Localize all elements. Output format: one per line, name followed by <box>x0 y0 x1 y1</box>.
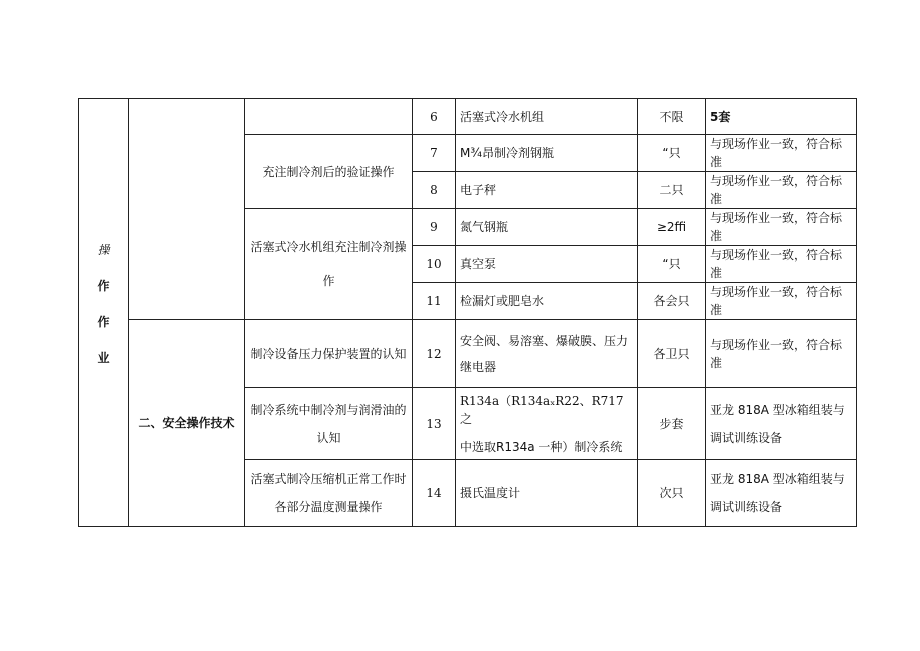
row-number: 6 <box>413 99 456 135</box>
quantity: “只 <box>638 246 706 283</box>
equipment-line: 安全阀、易溶塞、爆破膜、压力 <box>460 333 629 348</box>
row-number: 9 <box>413 209 456 246</box>
category-cell <box>79 99 129 527</box>
remark-line: 调试训练设备 <box>710 500 783 514</box>
equipment-name: 活塞式冷水机组 <box>456 99 638 135</box>
module-cell-1 <box>129 99 245 320</box>
category-char: 作 <box>97 314 110 329</box>
remark <box>706 388 857 460</box>
equipment-line: 中选取R134a 一种）制冷系统 <box>460 439 623 454</box>
task-line: 制冷系统中制冷剂与润滑油的 <box>250 402 407 417</box>
equipment-name <box>456 388 638 460</box>
task-cell: 制冷设备压力保护装置的认知 <box>245 320 413 388</box>
category-char: 作 <box>97 278 110 293</box>
remark: 5套 <box>706 99 857 135</box>
task-cell <box>245 388 413 460</box>
remark: 与现场作业一致，符合标准 <box>706 320 857 388</box>
task-cell: 充注制冷剂后的验证操作 <box>245 135 413 209</box>
remark: 与现场作业一致，符合标准 <box>706 246 857 283</box>
quantity: 各会只 <box>638 283 706 320</box>
category-char: 操 <box>97 242 110 257</box>
remark-line: 调试训练设备 <box>710 430 783 445</box>
equipment-table <box>78 98 857 527</box>
row-number: 10 <box>413 246 456 283</box>
row-number: 7 <box>413 135 456 172</box>
equipment-line: R134a（R134aₓR22、R717 之 <box>460 393 624 426</box>
quantity: 次只 <box>638 460 706 527</box>
remark <box>706 460 857 527</box>
task-cell <box>245 209 413 320</box>
row-number: 11 <box>413 283 456 320</box>
task-line: 活塞式冷水机组充注制冷剂操 <box>250 240 407 254</box>
task-cell <box>245 460 413 527</box>
row-number: 12 <box>413 320 456 388</box>
equipment-name: 电子秤 <box>456 172 638 209</box>
task-line: 活塞式制冷压缩机正常工作时 <box>250 472 407 486</box>
table-row <box>79 99 857 135</box>
remark: 与现场作业一致，符合标准 <box>706 283 857 320</box>
equipment-name: 检漏灯或肥皂水 <box>456 283 638 320</box>
task-line: 作 <box>322 274 335 288</box>
remark-line: 亚龙 818A 型冰箱组装与 <box>710 402 845 417</box>
task-line: 各部分温度测量操作 <box>274 500 383 514</box>
module-cell-2: 二、安全操作技术 <box>129 320 245 527</box>
quantity: 各卫只 <box>638 320 706 388</box>
quantity: 二只 <box>638 172 706 209</box>
row-number: 14 <box>413 460 456 527</box>
quantity: 不限 <box>638 99 706 135</box>
remark: 与现场作业一致，符合标准 <box>706 209 857 246</box>
table-row <box>79 320 857 388</box>
equipment-line: 继电器 <box>460 359 497 374</box>
remark-line: 亚龙 818A 型冰箱组装与 <box>710 472 845 486</box>
row-number: 8 <box>413 172 456 209</box>
category-char: 业 <box>97 350 110 365</box>
quantity: 步套 <box>638 388 706 460</box>
equipment-name: 摄氏温度计 <box>456 460 638 527</box>
row-number: 13 <box>413 388 456 460</box>
equipment-name: 氮气钢瓶 <box>456 209 638 246</box>
quantity: ≥2ffi <box>638 209 706 246</box>
equipment-name <box>456 320 638 388</box>
remark: 与现场作业一致，符合标准 <box>706 135 857 172</box>
quantity: “只 <box>638 135 706 172</box>
equipment-name: M¾昂制冷剂钢瓶 <box>456 135 638 172</box>
task-line: 认知 <box>316 430 341 445</box>
equipment-name: 真空泵 <box>456 246 638 283</box>
task-cell <box>245 99 413 135</box>
remark: 与现场作业一致，符合标准 <box>706 172 857 209</box>
